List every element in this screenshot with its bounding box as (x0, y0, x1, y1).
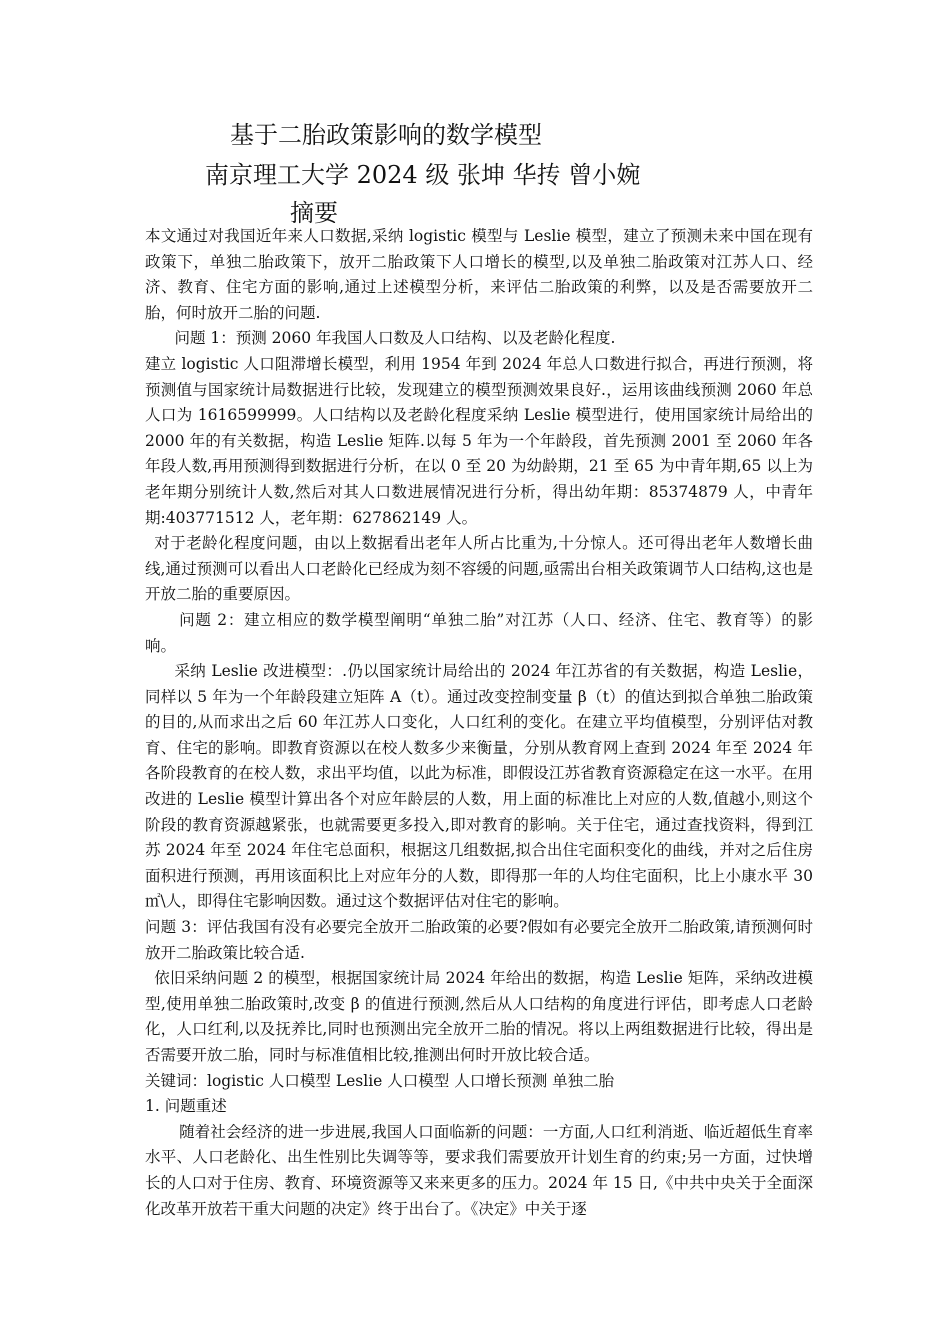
aging-paragraph: 对于老龄化程度问题，由以上数据看出老年人所占比重为,十分惊人。还可得出老年人数增长曲线,通过预测可以看出人口老龄化已经成为刻不容缓的问题,亟需出台相关政策调节人口结构,这也是开放二胎的重要原因。 (145, 534, 813, 604)
question-1-heading: 问题 1：预测 2060 年我国人口数及人口结构、以及老龄化程度. (174, 329, 616, 348)
section-1-heading: 1. 问题重述 (145, 1097, 227, 1116)
question-2-method-paragraph: 采纳 Leslie 改进模型：.仍以国家统计局给出的 2024 年江苏省的有关数据，构造 Leslie，同样以 5 年为一个年龄段建立矩阵 A（t）。通过改变控制变量 β（t）的值达到拟合单独二胎政策的目的,从而求出之后 60 年江苏人口变化，人口红利的变化。在建立平均值模型，分别评估对教育、住宅的影响。即教育资源以在校人数多少来衡量，分别从教育网上查到 2024 年至 2024 年各阶段教育的在校人数，求出平均值，以此为标准，即假设江苏省教育资源稳定在这一水平。在用改进的 Leslie 模型计算出各个对应年龄层的人数，用上面的标准比上对应的人数,值越小,则这个阶段的教育资源越紧张，也就需要更多投入,即对教育的影响。关于住宅，通过查找资料，得到江苏 2024 年至 2024 年住宅总面积，根据这几组数据,拟合出住宅面积变化的曲线，并对之后住房面积进行预测，再用该面积比上对应年分的人数，即得那一年的人均住宅面积，比上小康水平 30㎡\人，即得住宅影响因数。通过这个数据评估对住宅的影响。 (145, 662, 813, 911)
abstract-intro-paragraph: 本文通过对我国近年来人口数据,采纳 logistic 模型与 Leslie 模型，建立了预测未来中国在现有政策下，单独二胎政策下，放开二胎政策下人口增长的模型,以及单独二胎政策对江苏人口、经济、教育、住宅方面的影响,通过上述模型分析，来评估二胎政策的利弊，以及是否需要放开二胎，何时放开二胎的问题. (145, 227, 813, 322)
section-1-paragraph: 随着社会经济的进一步进展,我国人口面临新的问题：一方面,人口红利消逝、临近超低生育率水平、人口老龄化、出生性别比失调等等，要求我们需要放开计划生育的约束;另一方面，过快增长的人口对于住房、教育、环境资源等又来来更多的压力。2024 年 15 日,《中共中央关于全面深化改革开放若干重大问题的决定》终于出台了。《决定》中关于逐 (145, 1122, 813, 1218)
abstract-heading: 摘要 (290, 199, 338, 227)
paper-body (145, 224, 813, 1222)
keywords: 关键词：logistic 人口模型 Leslie 人口模型 人口增长预测 单独二胎 (145, 1071, 615, 1090)
question-3-method-paragraph: 依旧采纳问题 2 的模型，根据国家统计局 2024 年给出的数据，构造 Leslie 矩阵，采纳改进模型,使用单独二胎政策时,改变 β 的值进行预测,然后从人口结构的角度进行评估，即考虑人口老龄化，人口红利,以及抚养比,同时也预测出完全放开二胎的情况。将以上两组数据进行比较，得出是否需要开放二胎，同时与标准值相比较,推测出何时开放比较合适。 (145, 969, 813, 1064)
paper-authors: 南京理工大学 2024 级 张坤 华抟 曾小婉 (205, 161, 641, 189)
question-2-heading: 问题 2：建立相应的数学模型阐明“单独二胎”对江苏（人口、经济、住宅、教育等）的影响。 (145, 610, 813, 655)
question-1-method-paragraph: 建立 logistic 人口阻滞增长模型，利用 1954 年到 2024 年总人口数进行拟合，再进行预测，将预测值与国家统计局数据进行比较，发现建立的模型预测效果良好.，运用该曲线预测 2060 年总人口为 1616599999。人口结构以及老龄化程度采纳 Leslie 模型进行，使用国家统计局给出的 2000 年的有关数据，构造 Leslie 矩阵.以每 5 年为一个年龄段，首先预测 2001 至 2060 年各年段人数,再用预测得到数据进行分析，在以 0 至 20 为幼龄期，21 至 65 为中青年期,65 以上为老年期分别统计人数,然后对其人口数进展情况进行分析，得出幼年期：85374879 人，中青年期:403771512 人，老年期：627862149 人。 (145, 354, 813, 527)
question-3-heading: 问题 3：评估我国有没有必要完全放开二胎政策的必要?假如有必要完全放开二胎政策,请预测何时放开二胎政策比较合适. (145, 918, 813, 962)
paper-title: 基于二胎政策影响的数学模型 (230, 121, 542, 149)
